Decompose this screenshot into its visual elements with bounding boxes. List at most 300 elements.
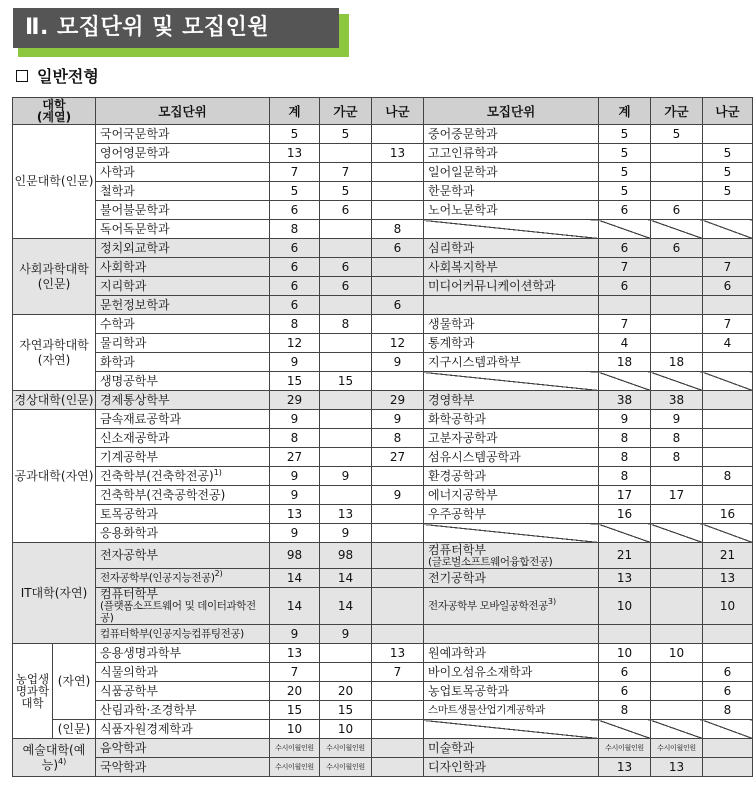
- empty-cell-slash: [599, 524, 651, 543]
- na-count: 13: [703, 569, 753, 588]
- ga-count: [320, 644, 372, 663]
- table-row: [13, 588, 753, 625]
- table-row: [13, 182, 753, 201]
- total-count: 20: [270, 682, 320, 701]
- empty-cell-slash: [599, 625, 651, 644]
- ga-count: 6: [320, 277, 372, 296]
- na-count: 7: [372, 663, 424, 682]
- na-count: 29: [372, 391, 424, 410]
- total-count: 8: [270, 429, 320, 448]
- college-name-text: 공과대학(자연): [14, 468, 94, 483]
- header-total: 계: [270, 98, 320, 125]
- empty-cell-slash: [703, 296, 753, 315]
- major-name-text: 전자공학부: [100, 548, 158, 562]
- major-name-text: 영어영문학과: [100, 145, 170, 160]
- na-count: 5: [703, 144, 753, 163]
- major-name-text: 고분자공학과: [428, 430, 498, 445]
- total-count: 7: [599, 258, 651, 277]
- major-name-text: 화학공학과: [428, 411, 486, 426]
- major-name: [424, 315, 599, 334]
- major-name-detail: (플랫폼소프트웨어 및 데이터과학전공): [100, 600, 256, 624]
- total-count: 98: [270, 543, 320, 569]
- ga-count: 수시이월인원: [320, 758, 372, 777]
- ga-count: 9: [320, 467, 372, 486]
- major-name-text: 노어노문학과: [428, 202, 498, 217]
- table-row: [13, 569, 753, 588]
- na-count: 9: [372, 353, 424, 372]
- major-name: [96, 524, 270, 543]
- table-row: [13, 543, 753, 569]
- header-univ: 대학 (계열): [13, 98, 96, 125]
- na-count: 9: [372, 486, 424, 505]
- college-name-text: 경상대학(인문): [14, 392, 94, 407]
- major-name-text: 전기공학과: [428, 570, 486, 585]
- major-name-text: 사회학과: [100, 259, 147, 274]
- major-name-text: 에너지공학부: [428, 487, 498, 502]
- ga-count: 수시이월인원: [320, 739, 372, 758]
- ga-count: 6: [320, 201, 372, 220]
- ga-count: 5: [651, 125, 703, 144]
- major-name-text: 원예과학과: [428, 645, 486, 660]
- na-count: [703, 410, 753, 429]
- na-count: 6: [372, 296, 424, 315]
- ga-count: 8: [651, 448, 703, 467]
- total-count: 10: [599, 644, 651, 663]
- ga-count: [651, 505, 703, 524]
- college-name-text: 사회과학대학(인문): [19, 261, 89, 291]
- na-count: [372, 277, 424, 296]
- total-count: 6: [599, 277, 651, 296]
- major-name-text: 독어독문학과: [100, 221, 170, 236]
- ga-count: 15: [320, 372, 372, 391]
- total-count: 5: [270, 125, 320, 144]
- ga-count: [651, 543, 703, 569]
- major-name: [424, 277, 599, 296]
- ga-count: 7: [320, 163, 372, 182]
- major-name-text: 생명공학부: [100, 373, 158, 388]
- major-name: [96, 644, 270, 663]
- na-count: 8: [703, 701, 753, 720]
- major-name: [424, 353, 599, 372]
- college-name-text: 자연과학대학(자연): [19, 337, 89, 367]
- section-subtitle: [16, 66, 99, 88]
- major-name: [424, 258, 599, 277]
- total-count: 10: [270, 720, 320, 739]
- table-row: [13, 467, 753, 486]
- major-name-text: 건축학부(건축학전공): [100, 468, 214, 483]
- table-row: [13, 353, 753, 372]
- header-na-2: 나군: [703, 98, 753, 125]
- na-count: 6: [703, 663, 753, 682]
- major-name: [96, 277, 270, 296]
- total-count: 8: [270, 220, 320, 239]
- total-count: 29: [270, 391, 320, 410]
- major-name-text: 스마트생물산업기계공학과: [428, 704, 545, 716]
- major-name: [96, 429, 270, 448]
- na-count: [372, 701, 424, 720]
- major-name: [424, 758, 599, 777]
- table-row: [13, 220, 753, 239]
- ga-count: 17: [651, 486, 703, 505]
- na-count: 6: [703, 277, 753, 296]
- major-name-text: 우주공학부: [428, 506, 486, 521]
- major-name: [96, 239, 270, 258]
- na-count: 8: [372, 429, 424, 448]
- major-name: [96, 220, 270, 239]
- na-count: [703, 758, 753, 777]
- empty-cell-slash: [651, 220, 703, 239]
- table-row: [13, 625, 753, 644]
- na-count: 10: [703, 588, 753, 625]
- major-name: [96, 701, 270, 720]
- na-count: [703, 429, 753, 448]
- major-name: [96, 682, 270, 701]
- major-name: [424, 429, 599, 448]
- header-total-2: 계: [599, 98, 651, 125]
- total-count: 5: [599, 163, 651, 182]
- major-name-text: 미디어커뮤니케이션학과: [428, 278, 556, 293]
- total-count: 6: [270, 201, 320, 220]
- major-name: [96, 296, 270, 315]
- table-row: [13, 125, 753, 144]
- major-name: [96, 391, 270, 410]
- college-name: [13, 125, 96, 239]
- table-row: [13, 163, 753, 182]
- major-name-text: 경영학부: [428, 392, 475, 407]
- na-count: [703, 125, 753, 144]
- ga-count: 6: [651, 201, 703, 220]
- recruitment-table: [12, 97, 753, 777]
- college-name: [13, 410, 96, 543]
- ga-count: 9: [651, 410, 703, 429]
- major-name-text: 미술학과: [428, 740, 475, 755]
- empty-cell-slash: [703, 372, 753, 391]
- total-count: 6: [270, 239, 320, 258]
- ga-count: 9: [320, 625, 372, 644]
- college-name-text: 농업생명과학대학: [15, 672, 50, 710]
- major-name-text: 중어중문학과: [428, 126, 498, 141]
- ga-count: 6: [651, 239, 703, 258]
- major-name-text: 바이오섬유소재학과: [428, 664, 533, 679]
- total-count: 7: [270, 163, 320, 182]
- footnote-mark: 3): [547, 597, 557, 606]
- ga-count: 6: [320, 258, 372, 277]
- total-count: 8: [270, 315, 320, 334]
- total-count: 14: [270, 588, 320, 625]
- na-count: [372, 182, 424, 201]
- ga-count: 5: [320, 125, 372, 144]
- empty-cell-slash: [651, 625, 703, 644]
- ga-count: 20: [320, 682, 372, 701]
- na-count: 6: [372, 239, 424, 258]
- major-name: [424, 448, 599, 467]
- major-name: [96, 258, 270, 277]
- major-name-text: 환경공학과: [428, 468, 486, 483]
- empty-cell-slash: [703, 625, 753, 644]
- na-count: [372, 758, 424, 777]
- major-name-text: 물리학과: [100, 335, 147, 350]
- college-name-text: IT대학(자연): [20, 585, 88, 600]
- college-name-text: 예술대학(예능): [22, 742, 86, 772]
- major-name: [96, 315, 270, 334]
- major-name-text: 국악학과: [100, 759, 147, 774]
- na-count: 6: [703, 682, 753, 701]
- empty-cell-slash: [599, 296, 651, 315]
- table-row: [13, 739, 753, 758]
- ga-count: [651, 334, 703, 353]
- major-name: [424, 569, 599, 588]
- na-count: [372, 258, 424, 277]
- total-count: 13: [599, 758, 651, 777]
- ga-count: [320, 296, 372, 315]
- empty-cell-slash: [599, 372, 651, 391]
- major-name-text: 문헌정보학과: [100, 297, 170, 312]
- total-count: 14: [270, 569, 320, 588]
- ga-count: [651, 182, 703, 201]
- total-count: 9: [270, 486, 320, 505]
- major-name: [96, 163, 270, 182]
- ga-count: 13: [320, 505, 372, 524]
- ga-count: [651, 569, 703, 588]
- table-row: [13, 410, 753, 429]
- subtitle-text: 일반전형: [37, 67, 99, 86]
- major-name: [424, 682, 599, 701]
- major-name-text: 컴퓨터학부: [428, 542, 486, 557]
- major-name-text: 사회복지학부: [428, 259, 498, 274]
- na-count: [372, 682, 424, 701]
- total-count: 21: [599, 543, 651, 569]
- total-count: 13: [270, 505, 320, 524]
- major-name-text: 산림과학·조경학부: [100, 702, 197, 717]
- major-name-text: 컴퓨터학부: [100, 587, 158, 601]
- major-name-text: 섬유시스템공학과: [428, 449, 521, 464]
- major-name-text: 철학과: [100, 183, 135, 198]
- total-count: 9: [270, 524, 320, 543]
- major-name: [96, 663, 270, 682]
- college-name: [13, 239, 96, 315]
- total-count: 9: [599, 410, 651, 429]
- major-name-text: 식품공학부: [100, 683, 158, 698]
- major-name-text: 식품자원경제학과: [100, 721, 193, 736]
- major-name-text: 지리학과: [100, 278, 147, 293]
- empty-cell-slash: [703, 220, 753, 239]
- ga-count: [320, 663, 372, 682]
- major-name: [96, 543, 270, 569]
- na-count: 12: [372, 334, 424, 353]
- table-row: [13, 486, 753, 505]
- major-name: [424, 739, 599, 758]
- major-name-text: 농업토목공학과: [428, 683, 510, 698]
- ga-count: [320, 220, 372, 239]
- na-count: [372, 524, 424, 543]
- ga-count: 9: [320, 524, 372, 543]
- major-name-text: 통계학과: [428, 335, 475, 350]
- na-count: [372, 201, 424, 220]
- total-count: 6: [599, 682, 651, 701]
- total-count: 6: [270, 296, 320, 315]
- ga-count: [651, 701, 703, 720]
- total-count: 13: [270, 144, 320, 163]
- ga-count: 수시이월인원: [651, 739, 703, 758]
- major-name: [424, 182, 599, 201]
- major-name-text: 전자공학부 모바일공학전공: [428, 600, 548, 612]
- table-row: [13, 258, 753, 277]
- ga-count: 14: [320, 588, 372, 625]
- major-name-text: 토목공학과: [100, 506, 158, 521]
- na-count: [372, 588, 424, 625]
- major-name: [424, 410, 599, 429]
- major-name-text: 기계공학부: [100, 449, 158, 464]
- header-ga: 가군: [320, 98, 372, 125]
- major-name: [96, 372, 270, 391]
- na-count: [372, 720, 424, 739]
- major-name-text: 응용화학과: [100, 525, 158, 540]
- ga-count: 5: [320, 182, 372, 201]
- major-name-text: 금속재료공학과: [100, 411, 182, 426]
- empty-cell-slash: [424, 625, 599, 644]
- college-name: [13, 543, 96, 644]
- table-row: [13, 644, 753, 663]
- total-count: 9: [270, 625, 320, 644]
- college-name: [13, 315, 96, 391]
- total-count: 5: [270, 182, 320, 201]
- total-count: 13: [599, 569, 651, 588]
- major-name: [96, 720, 270, 739]
- table-row: [13, 239, 753, 258]
- total-count: 4: [599, 334, 651, 353]
- ga-count: 15: [320, 701, 372, 720]
- na-count: [703, 644, 753, 663]
- na-count: [372, 625, 424, 644]
- major-name-text: 응용생명과학부: [100, 645, 182, 660]
- major-name-text: 컴퓨터학부(인공지능컴퓨팅전공): [100, 628, 244, 640]
- table-row: [13, 720, 753, 739]
- major-name: [96, 758, 270, 777]
- empty-cell-slash: [424, 372, 599, 391]
- major-name-text: 신소재공학과: [100, 430, 170, 445]
- empty-cell-slash: [651, 296, 703, 315]
- na-count: 21: [703, 543, 753, 569]
- total-count: 12: [270, 334, 320, 353]
- na-count: 16: [703, 505, 753, 524]
- na-count: [703, 239, 753, 258]
- table-row: [13, 663, 753, 682]
- table-header-row: [13, 98, 753, 125]
- ga-count: [320, 486, 372, 505]
- major-name-text: 생물학과: [428, 316, 475, 331]
- major-name-text: 불어불문학과: [100, 202, 170, 217]
- major-name: [96, 201, 270, 220]
- ga-count: [320, 239, 372, 258]
- major-name: [96, 144, 270, 163]
- ga-count: 98: [320, 543, 372, 569]
- na-count: 4: [703, 334, 753, 353]
- ga-count: [320, 448, 372, 467]
- header-major-2: 모집단위: [424, 98, 599, 125]
- empty-cell-slash: [599, 220, 651, 239]
- table-row: [13, 429, 753, 448]
- total-count: 9: [270, 353, 320, 372]
- total-count: 수시이월인원: [599, 739, 651, 758]
- ga-count: [651, 663, 703, 682]
- major-name: [424, 125, 599, 144]
- table-row: [13, 201, 753, 220]
- table-row: [13, 701, 753, 720]
- na-count: [372, 372, 424, 391]
- major-name: [424, 644, 599, 663]
- na-count: 7: [703, 315, 753, 334]
- footnote-mark: 1): [213, 467, 222, 477]
- empty-cell-slash: [703, 720, 753, 739]
- major-name: [424, 163, 599, 182]
- major-name: [424, 505, 599, 524]
- major-name: [96, 353, 270, 372]
- ga-count: [320, 391, 372, 410]
- total-count: 8: [599, 701, 651, 720]
- na-count: [372, 125, 424, 144]
- major-name: [424, 701, 599, 720]
- college-name: [13, 739, 96, 777]
- ga-count: 38: [651, 391, 703, 410]
- college-sub-category: (자연): [53, 644, 96, 720]
- na-count: 27: [372, 448, 424, 467]
- ga-count: [320, 410, 372, 429]
- total-count: 16: [599, 505, 651, 524]
- major-name: [424, 239, 599, 258]
- major-name-text: 전자공학부(인공지능전공): [100, 572, 215, 584]
- ga-count: [651, 144, 703, 163]
- ga-count: 18: [651, 353, 703, 372]
- table-row: [13, 758, 753, 777]
- total-count: 38: [599, 391, 651, 410]
- ga-count: 10: [651, 644, 703, 663]
- empty-cell-slash: [424, 720, 599, 739]
- table-row: [13, 334, 753, 353]
- total-count: 수시이월인원: [270, 739, 320, 758]
- empty-cell-slash: [424, 296, 599, 315]
- ga-count: 13: [651, 758, 703, 777]
- empty-cell-slash: [651, 372, 703, 391]
- footnote-mark: 4): [58, 756, 67, 766]
- total-count: 6: [599, 239, 651, 258]
- major-name-text: 한문학과: [428, 183, 475, 198]
- na-count: 5: [703, 163, 753, 182]
- major-name: [96, 588, 270, 625]
- table-body: [13, 125, 753, 777]
- na-count: [372, 163, 424, 182]
- empty-cell-slash: [651, 524, 703, 543]
- major-name-text: 음악학과: [100, 740, 147, 755]
- total-count: 9: [270, 410, 320, 429]
- na-count: [703, 353, 753, 372]
- ga-count: [651, 682, 703, 701]
- ga-count: [320, 144, 372, 163]
- major-name: [424, 588, 599, 625]
- table-row: [13, 682, 753, 701]
- table-row: [13, 296, 753, 315]
- na-count: [703, 201, 753, 220]
- ga-count: [651, 588, 703, 625]
- na-count: 13: [372, 144, 424, 163]
- na-count: 9: [372, 410, 424, 429]
- major-name: [424, 201, 599, 220]
- major-name-text: 국어국문학과: [100, 126, 170, 141]
- ga-count: [651, 258, 703, 277]
- total-count: 18: [599, 353, 651, 372]
- major-name: [96, 569, 270, 588]
- empty-cell-slash: [424, 220, 599, 239]
- total-count: 8: [599, 429, 651, 448]
